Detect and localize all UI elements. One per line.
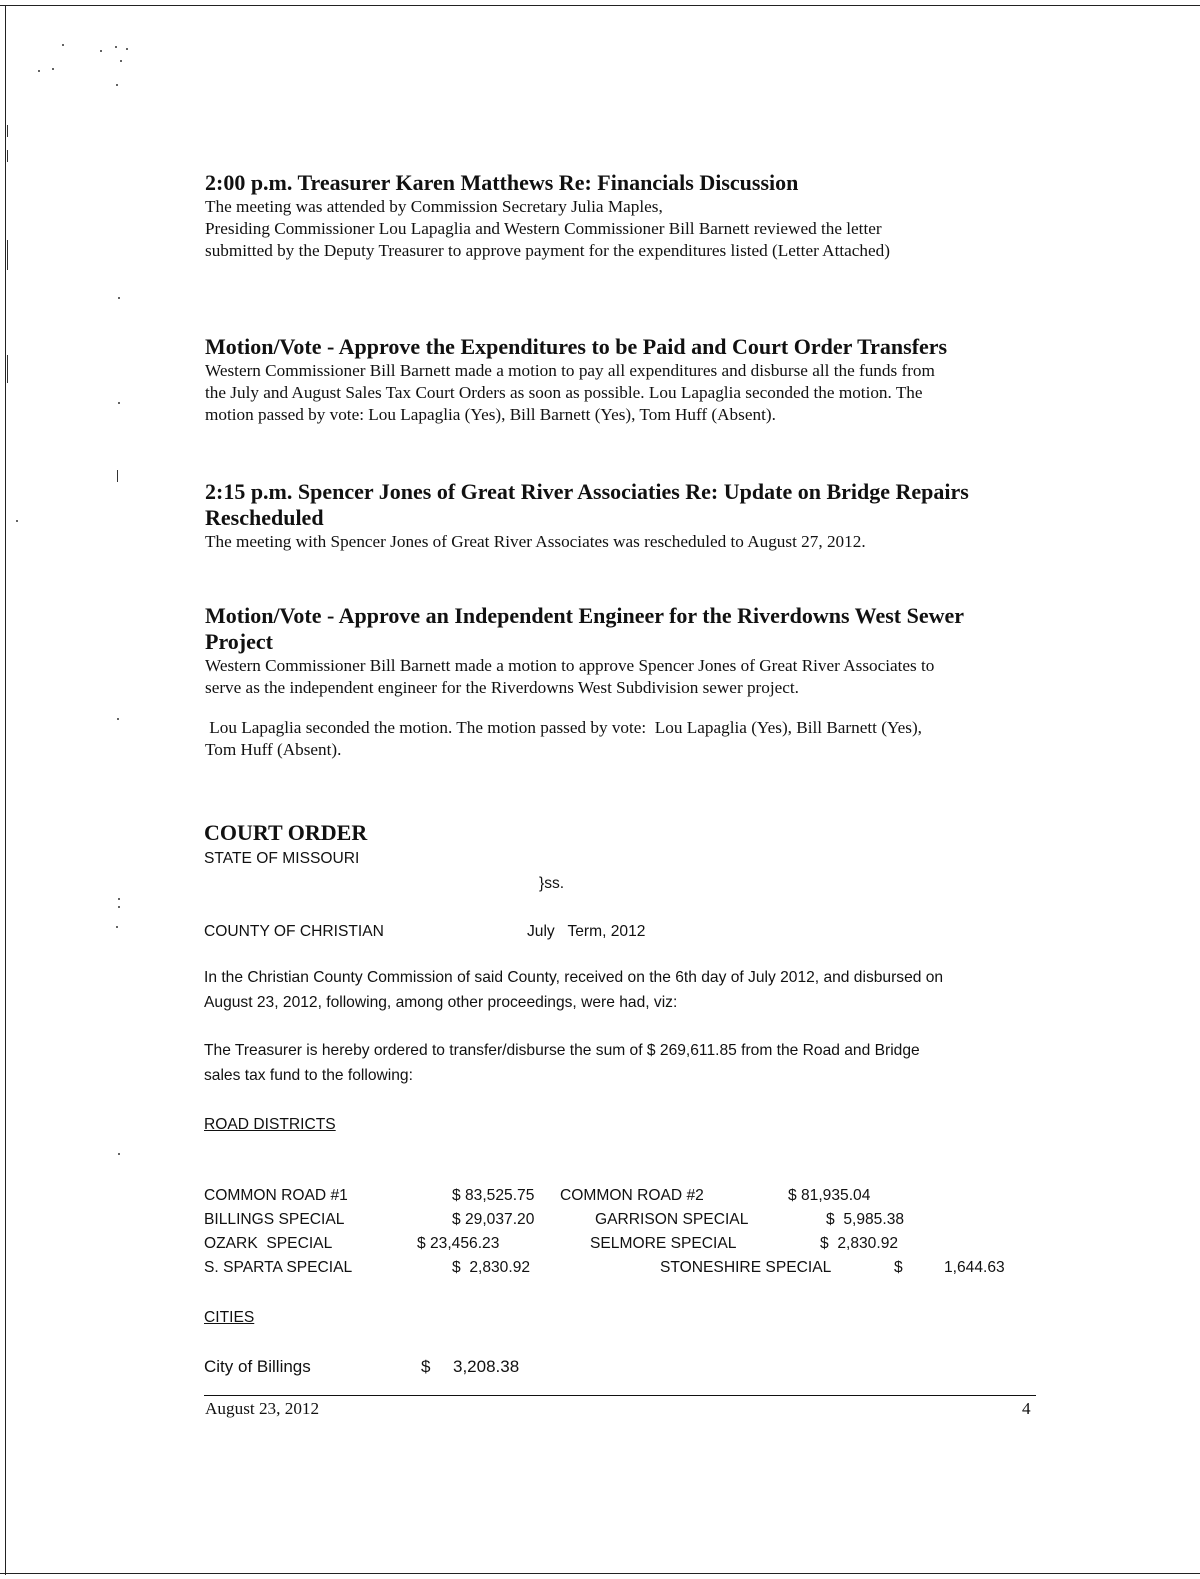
district-amount: $ 5,985.38 bbox=[826, 1211, 905, 1228]
district-name: S. SPARTA SPECIAL bbox=[204, 1259, 353, 1276]
motion-expenditures bbox=[205, 334, 1055, 426]
district-name: OZARK SPECIAL bbox=[204, 1235, 333, 1252]
footer-date: August 23, 2012 bbox=[205, 1399, 320, 1418]
scan-speck bbox=[118, 402, 120, 404]
section-heading-continued: Rescheduled bbox=[205, 505, 324, 530]
district-amount: $ 2,830.92 bbox=[452, 1259, 531, 1276]
scan-speck bbox=[118, 898, 120, 900]
district-name: COMMON ROAD #2 bbox=[560, 1187, 704, 1204]
scan-mark bbox=[7, 355, 8, 383]
page-number: 4 bbox=[1022, 1399, 1031, 1418]
order-paragraph-line: The Treasurer is hereby ordered to transfer/disburse the sum of $ 269,611.85 from the Road and Bridge bbox=[204, 1042, 920, 1059]
county-label: COUNTY OF CHRISTIAN bbox=[204, 923, 384, 940]
scan-speck bbox=[126, 48, 128, 50]
term-label: July Term, 2012 bbox=[527, 923, 646, 940]
dollar-sign: $ bbox=[421, 1357, 431, 1376]
scan-mark bbox=[7, 125, 8, 137]
scan-speck bbox=[16, 520, 18, 522]
scan-speck bbox=[52, 68, 54, 70]
order-paragraph-line: In the Christian County Commission of said County, received on the 6th day of July 2012, and disbursed on bbox=[204, 969, 944, 986]
body-line: The meeting with Spencer Jones of Great River Associates was rescheduled to August 27, 2012. bbox=[205, 532, 866, 551]
scan-speck bbox=[118, 906, 120, 908]
scan-speck bbox=[38, 70, 40, 72]
body-line: submitted by the Deputy Treasurer to approve payment for the expenditures listed (Letter Attached) bbox=[205, 241, 890, 260]
page-border-bottom bbox=[0, 1573, 1200, 1574]
scan-speck bbox=[62, 44, 64, 46]
body-line: the July and August Sales Tax Court Orders as soon as possible. Lou Lapaglia seconded the motion. The bbox=[205, 383, 923, 402]
section-heading-continued: Project bbox=[205, 629, 273, 654]
agenda-item-financials bbox=[205, 170, 1055, 262]
district-amount: 1,644.63 bbox=[944, 1259, 1005, 1276]
district-amount: $ 81,935.04 bbox=[788, 1187, 871, 1204]
section-heading: 2:15 p.m. Spencer Jones of Great River Associaties Re: Update on Bridge Repairs bbox=[205, 479, 969, 504]
district-name: BILLINGS SPECIAL bbox=[204, 1211, 345, 1228]
scan-speck bbox=[120, 60, 122, 62]
district-amount: $ 83,525.75 bbox=[452, 1187, 535, 1204]
road-districts-heading: ROAD DISTRICTS bbox=[204, 1116, 336, 1133]
scan-speck bbox=[118, 1153, 120, 1155]
scan-speck bbox=[118, 297, 120, 299]
page-border-left bbox=[5, 5, 6, 1575]
city-amount: 3,208.38 bbox=[453, 1357, 520, 1376]
scan-mark bbox=[7, 150, 8, 162]
scan-mark bbox=[117, 470, 118, 482]
body-line: The meeting was attended by Commission Secretary Julia Maples, bbox=[205, 197, 663, 216]
body-line: Western Commissioner Bill Barnett made a motion to pay all expenditures and disburse all the funds from bbox=[205, 361, 935, 380]
agenda-item-bridge-repairs bbox=[205, 479, 1055, 553]
district-amount: $ 29,037.20 bbox=[452, 1211, 535, 1228]
dollar-sign: $ bbox=[894, 1259, 903, 1276]
page-border-top bbox=[0, 5, 1200, 6]
body-line: serve as the independent engineer for the Riverdowns West Subdivision sewer project. bbox=[205, 678, 799, 697]
state-label: STATE OF MISSOURI bbox=[204, 850, 360, 867]
scan-speck bbox=[100, 50, 102, 52]
order-paragraph-line: sales tax fund to the following: bbox=[204, 1067, 413, 1084]
district-amount: $ 2,830.92 bbox=[820, 1235, 899, 1252]
body-line: Presiding Commissioner Lou Lapaglia and Western Commissioner Bill Barnett reviewed the letter bbox=[205, 219, 882, 238]
scan-speck bbox=[116, 926, 118, 928]
body-line: Lou Lapaglia seconded the motion. The motion passed by vote: Lou Lapaglia (Yes), Bill Barnett (Yes), bbox=[205, 718, 922, 737]
section-heading: 2:00 p.m. Treasurer Karen Matthews Re: Financials Discussion bbox=[205, 170, 799, 195]
section-heading: Motion/Vote - Approve an Independent Engineer for the Riverdowns West Sewer bbox=[205, 603, 965, 628]
cities-heading: CITIES bbox=[204, 1309, 255, 1326]
section-heading: Motion/Vote - Approve the Expenditures to be Paid and Court Order Transfers bbox=[205, 334, 948, 359]
district-name: COMMON ROAD #1 bbox=[204, 1187, 348, 1204]
scan-speck bbox=[115, 46, 117, 48]
body-line: Tom Huff (Absent). bbox=[205, 740, 342, 759]
district-name: SELMORE SPECIAL bbox=[590, 1235, 737, 1252]
scan-mark bbox=[7, 240, 8, 270]
order-paragraph-line: August 23, 2012, following, among other proceedings, were had, viz: bbox=[204, 994, 678, 1011]
body-line: motion passed by vote: Lou Lapaglia (Yes), Bill Barnett (Yes), Tom Huff (Absent). bbox=[205, 405, 776, 424]
scan-speck bbox=[117, 718, 119, 720]
district-name: STONESHIRE SPECIAL bbox=[660, 1259, 832, 1276]
footer-rule bbox=[204, 1395, 1036, 1396]
city-name: City of Billings bbox=[204, 1357, 311, 1376]
court-order-title: COURT ORDER bbox=[204, 820, 368, 845]
motion-independent-engineer bbox=[205, 603, 1055, 761]
scan-speck bbox=[116, 84, 118, 86]
body-line: Western Commissioner Bill Barnett made a motion to approve Spencer Jones of Great River Associates to bbox=[205, 656, 935, 675]
district-amount: $ 23,456.23 bbox=[417, 1235, 500, 1252]
district-name: GARRISON SPECIAL bbox=[595, 1211, 749, 1228]
ss-mark: }ss. bbox=[539, 875, 565, 892]
